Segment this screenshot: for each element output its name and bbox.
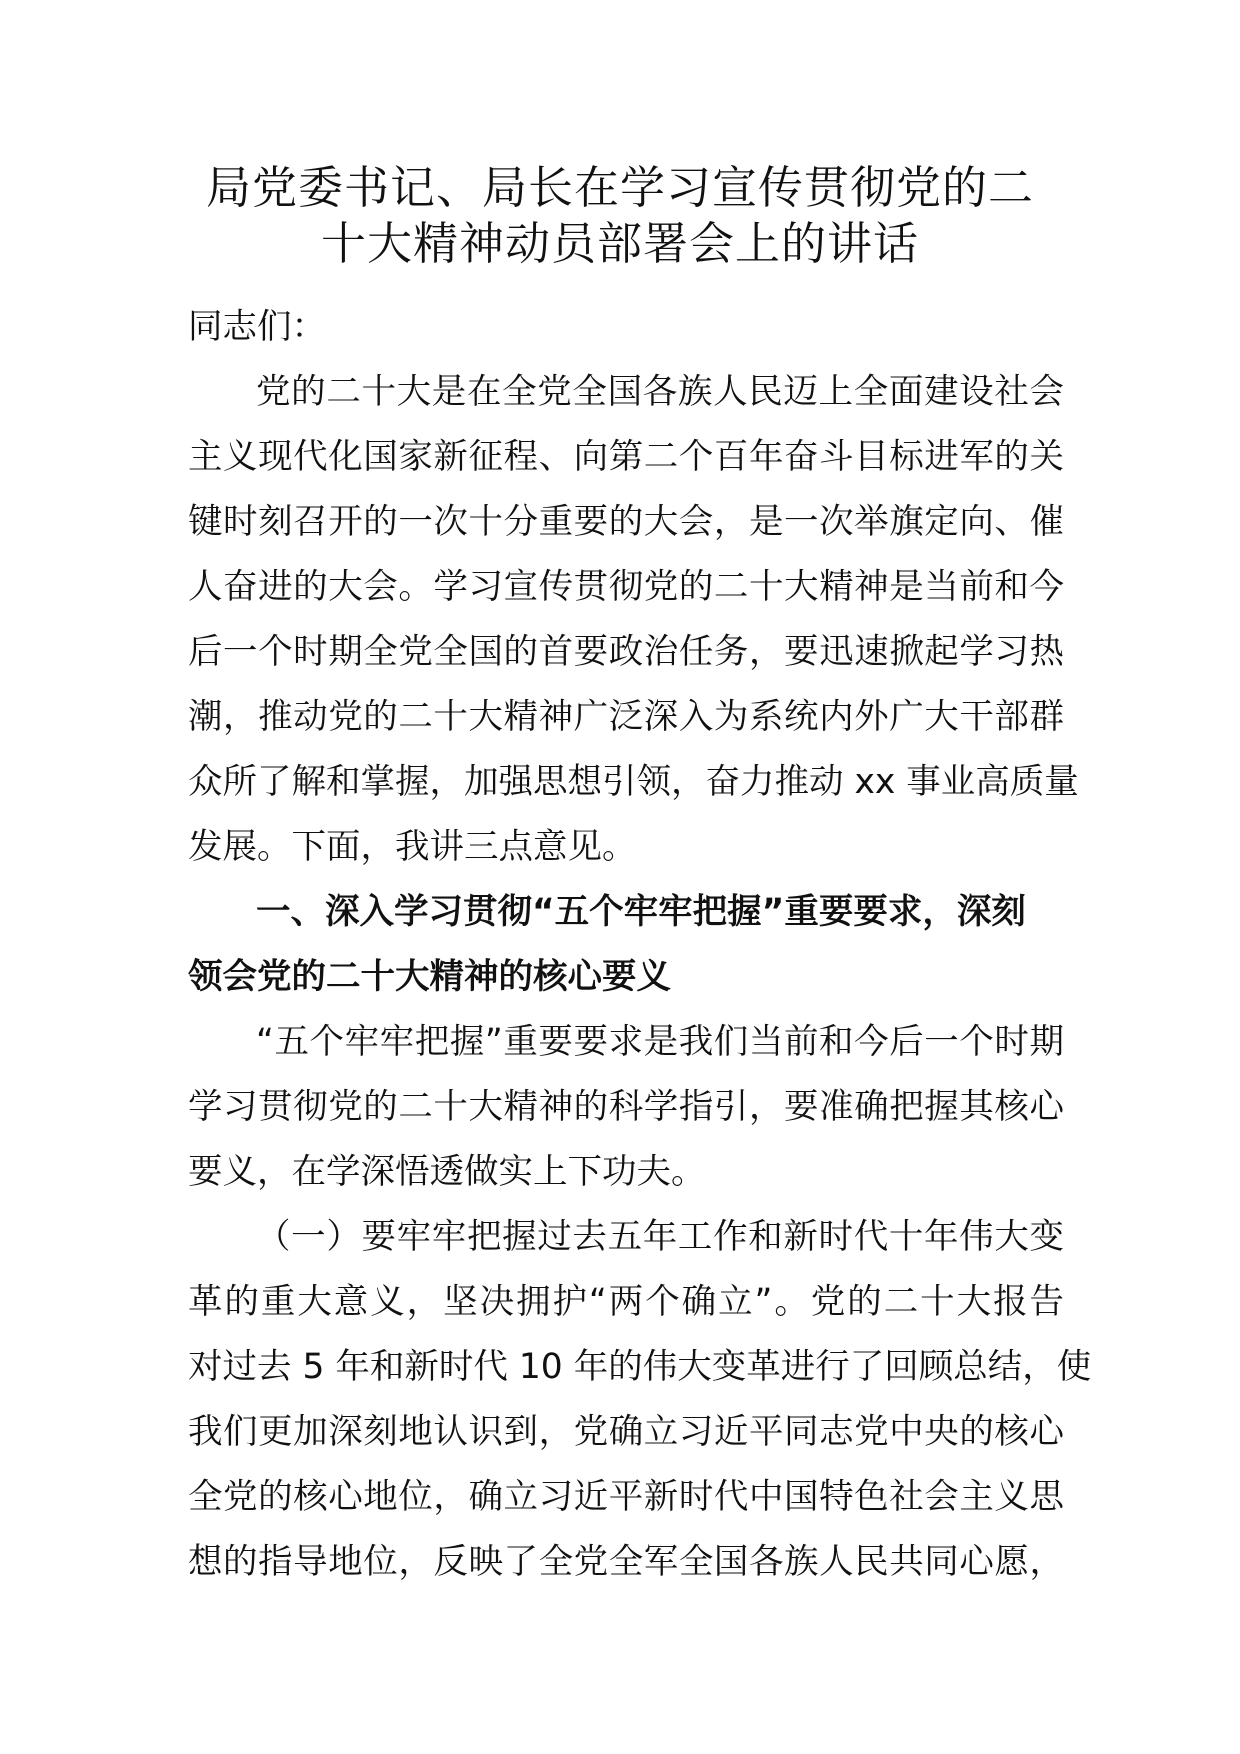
text-line: 对过去 5 年和新时代 10 年的伟大变革进行了回顾总结，使 <box>188 1347 1092 1387</box>
paragraph-point-1 <box>188 1205 1092 1595</box>
text-line: （一）要牢牢把握过去五年工作和新时代十年伟大变 <box>256 1217 1064 1257</box>
text-line: 主义现代化国家新征程、向第二个百年奋斗目标进军的关 <box>188 437 1064 477</box>
text-line: “五个牢牢把握”重要要求是我们当前和今后一个时期 <box>256 1022 1064 1062</box>
text-line: 后一个时期全党全国的首要政治任务，要迅速掀起学习热 <box>188 632 1064 672</box>
document-title <box>150 160 1090 272</box>
text-line: 要义，在学深悟透做实上下功夫。 <box>188 1152 706 1192</box>
text-line: 发展。下面，我讲三点意见。 <box>188 827 637 867</box>
text-line: 革的重大意义，坚决拥护“两个确立”。党的二十大报告 <box>188 1282 1064 1322</box>
document-body <box>188 295 1092 1595</box>
text-line: 学习贯彻党的二十大精神的科学指引，要准确把握其核心 <box>188 1087 1064 1127</box>
text-line: 键时刻召开的一次十分重要的大会，是一次举旗定向、催 <box>188 502 1064 542</box>
title-line-1: 局党委书记、局长在学习宣传贯彻党的二 <box>205 161 1034 214</box>
text-line: 人奋进的大会。学习宣传贯彻党的二十大精神是当前和今 <box>188 567 1064 607</box>
salutation <box>188 295 1064 360</box>
salutation-text: 同志们： <box>188 307 326 347</box>
text-line: 众所了解和掌握，加强思想引领，奋力推动 xx 事业高质量 <box>188 762 1079 802</box>
section-heading-1 <box>188 880 1064 1010</box>
text-line: 党的二十大是在全党全国各族人民迈上全面建设社会 <box>256 372 1064 412</box>
heading-line: 领会党的二十大精神的核心要义 <box>188 957 671 997</box>
heading-line: 一、深入学习贯彻“五个牢牢把握”重要要求，深刻 <box>256 892 1026 932</box>
text-line: 全党的核心地位，确立习近平新时代中国特色社会主义思 <box>188 1477 1064 1517</box>
title-line-2: 十大精神动员部署会上的讲话 <box>320 217 919 270</box>
paragraph-intro <box>188 360 1079 880</box>
text-line: 我们更加深刻地认识到，党确立习近平同志党中央的核心 <box>188 1412 1064 1452</box>
text-line: 想的指导地位，反映了全党全军全国各族人民共同心愿， <box>188 1542 1064 1582</box>
paragraph-guidance <box>188 1010 1064 1205</box>
text-line: 潮，推动党的二十大精神广泛深入为系统内外广大干部群 <box>188 697 1064 737</box>
